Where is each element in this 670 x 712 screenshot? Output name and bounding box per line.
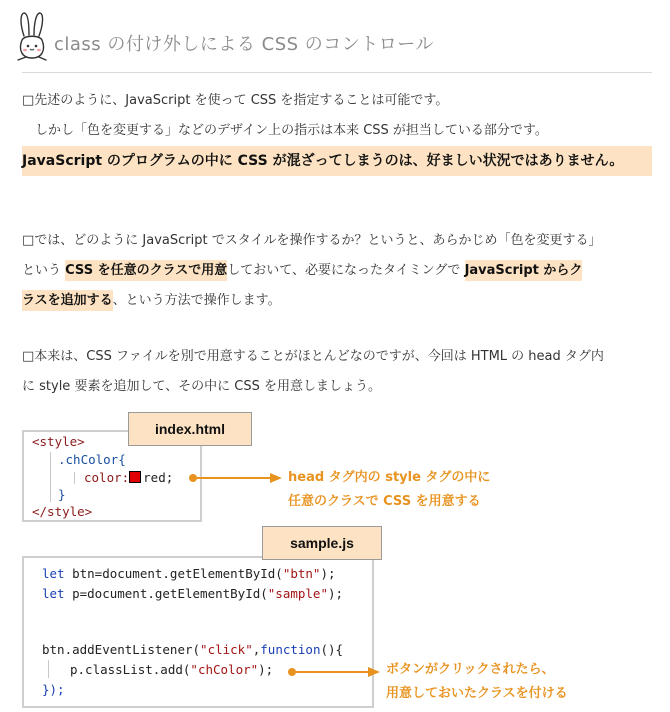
js-line-4 [70,662,273,677]
p2-line3 [22,286,652,316]
arrow-icon [286,664,384,680]
p2-highlight-1: CSS を任意のクラスで用意 [65,260,227,281]
js-l4-string: "chColor" [190,662,259,677]
code-brace-close: } [58,487,66,502]
p3-line2: に style 要素を追加して、その中に CSS を用意しましょう。 [22,379,382,394]
p2-post: 、という方法で操作します。 [112,293,281,308]
js-filename-tab: sample.js [262,526,382,560]
js-code-box [22,556,374,708]
p2-highlight-2b: ラスを追加する [22,290,113,311]
js-l2-end: ); [328,586,344,601]
code-style-open: <style> [32,434,85,449]
js-l2-code: p=document.getElementById( [64,586,268,601]
p1-line1: □先述のように、JavaScript を使って CSS を指定することは可能です。 [22,93,449,108]
html-note-2: 任意のクラスで CSS を用意する [288,494,481,509]
html-note-1: head タグ内の style タグの中に [288,470,491,485]
js-note-2: 用意しておいたクラスを付ける [386,686,568,701]
p1-line2: しかし「色を変更する」などのデザイン上の指示は本来 CSS が担当している部分です。 [22,123,548,138]
js-line-5: }); [42,682,65,697]
color-swatch [129,471,141,483]
p2-highlight-2a: JavaScript からク [465,260,583,281]
js-l3-keyword: function [260,642,321,657]
title-divider [22,72,652,73]
p2-mid: しておいて、必要になったタイミングで [227,263,465,278]
js-line-1 [42,566,336,581]
js-line-2 [42,586,343,601]
p2-line2 [22,256,652,286]
html-filename-tab: index.html [128,412,252,446]
js-l1-code: btn=document.getElementById( [64,566,283,581]
js-l4-code: p.classList.add( [70,662,191,677]
js-l1-keyword: let [42,566,65,581]
js-l2-keyword: let [42,586,65,601]
page-title: class の付け外しによる CSS のコントロール [54,34,434,55]
paragraph-3 [22,342,652,402]
js-l2-string: "sample" [267,586,328,601]
js-note-1: ボタンがクリックされたら、 [386,662,555,677]
js-line-3 [42,642,343,657]
code-property: color: [84,470,130,485]
js-l1-end: ); [320,566,336,581]
js-l4-end: ); [258,662,274,677]
p2-pre: という [22,263,66,278]
code-declaration [84,470,173,485]
js-l3-string: "click" [200,642,253,657]
code-style-close: </style> [32,504,93,519]
js-l3-code: btn.addEventListener( [42,642,201,657]
p1-highlight: JavaScript のプログラムの中に CSS が混ざってしまうのは、好ましい状況ではありません。 [22,146,652,176]
js-l1-string: "btn" [282,566,321,581]
arrow-icon [186,470,286,486]
js-l3-end: (){ [320,642,344,657]
js-l3-comma: , [252,642,261,657]
code-value: red; [143,470,174,485]
p3-line1: □本来は、CSS ファイルを別で用意することがほとんどなのですが、今回は HTML の head タグ内 [22,349,604,364]
p2-line1: □では、どのように JavaScript でスタイルを操作するか？というと、あらかじめ「色を変更する」 [22,233,602,248]
paragraph-1 [22,86,652,176]
code-selector: .chColor{ [58,452,126,467]
rabbit-icon [14,10,50,66]
paragraph-2 [22,226,652,316]
